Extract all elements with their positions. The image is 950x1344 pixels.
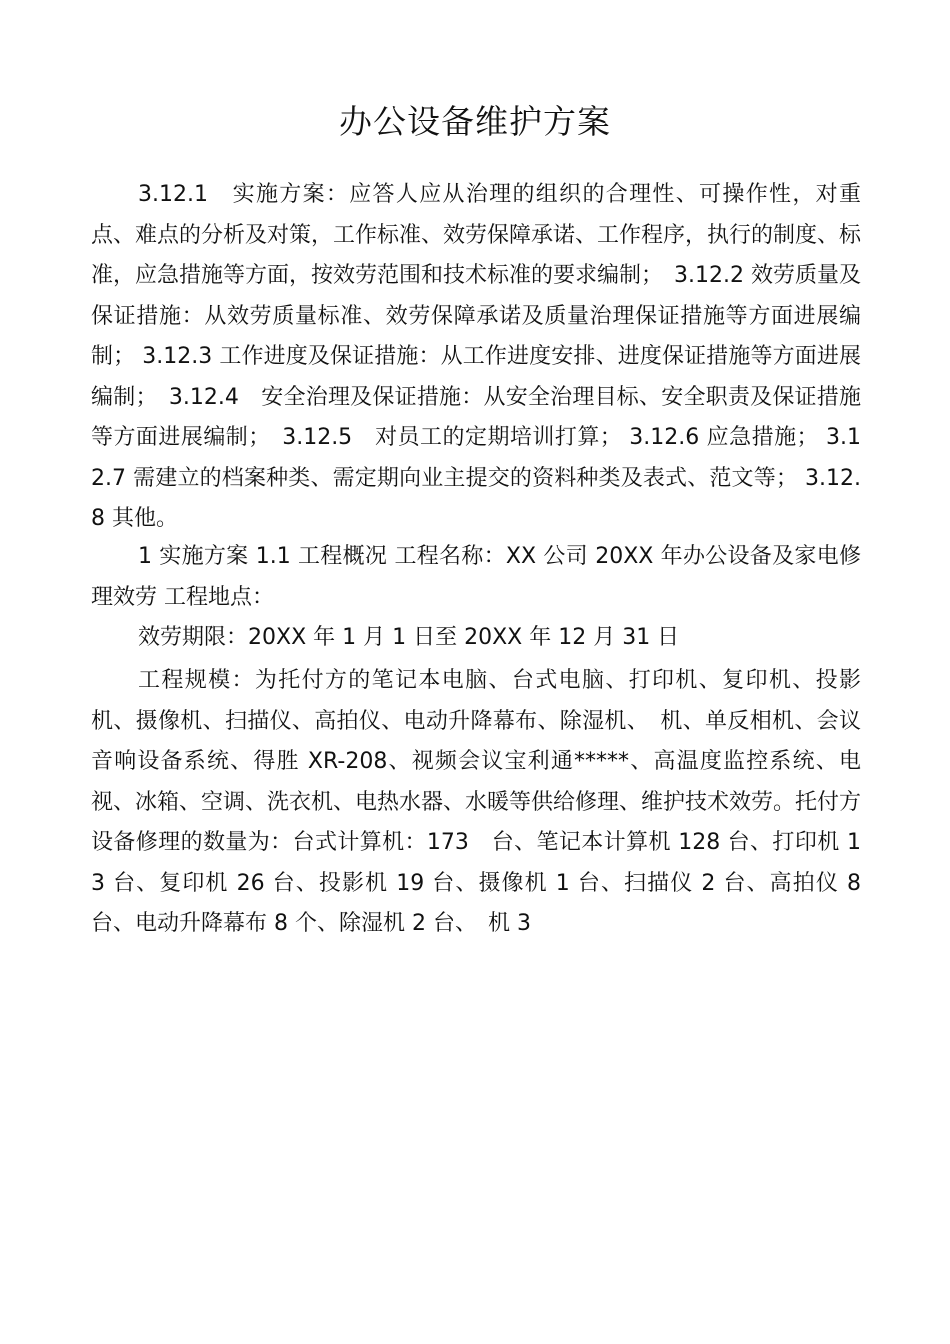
paragraph-implementation-outline: 3.12.1 实施方案：应答人应从治理的组织的合理性、可操作性，对重点、难点的分析及对策，工作标准、效劳保障承诺、工作程序，执行的制度、标准，应急措施等方面，按效劳范围和技术标准的要求编制； 3.12.2 效劳质量及保证措施：从效劳质量标准、效劳保障承诺及质量治理保证措施等方面进展编制； 3.12.3 工作进度及保证措施：从工作进度安排、进度保证措施等方面进展编制； 3.12.4 安全治理及保证措施：从安全治理目标、安全职责及保证措施等方面进展编制； 3.12.5 对员工的定期培训打算； 3.12.6 应急措施； 3.12.7 需建立的档案种类、需定期向业主提交的资料种类及表式、范文等； 3.12.8 其他。 xyxy=(91,182,862,531)
document-title: 办公设备维护方案 xyxy=(339,102,611,141)
paragraph-service-period: 效劳期限：20XX 年 1 月 1 日至 20XX 年 12 月 31 日 xyxy=(138,625,680,650)
paragraph-project-scale: 工程规模：为托付方的笔记本电脑、台式电脑、打印机、复印机、投影机、摄像机、扫描仪、高拍仪、电动升降幕布、除湿机、 机、单反相机、会议音响设备系统、得胜 XR-208、视频会议宝利通*****、高温度监控系统、电视、冰箱、空调、洗衣机、电热水器、水暖等供给修理、维护技术效劳。托付方设备修理的数量为：台式计算机：173 台、笔记本计算机 128 台、打印机 13 台、复印机 26 台、投影机 19 台、摄像机 1 台、扫描仪 2 台、高拍仪 8 台、电动升降幕布 8 个、除湿机 2 台、 机 3 xyxy=(91,668,862,936)
paragraph-project-overview: 1 实施方案 1.1 工程概况 工程名称：XX 公司 20XX 年办公设备及家电修理效劳 工程地点： xyxy=(91,544,861,610)
